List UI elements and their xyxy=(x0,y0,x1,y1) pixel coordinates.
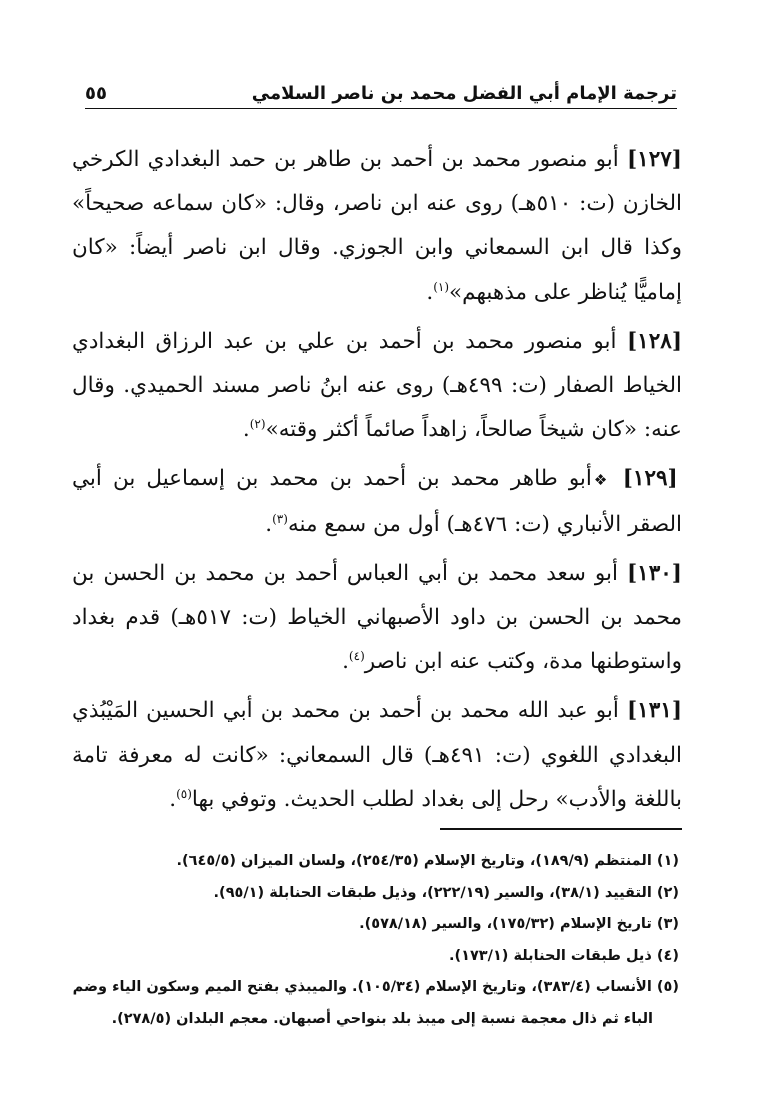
main-text xyxy=(72,138,682,827)
entry-number: [١٢٩] xyxy=(622,466,678,492)
footnote-5-continuation: الباء ثم ذال معجمة نسبة إلى ميبذ بلد بنواحي أصبهان. معجم البلدان (٢٧٨/٥). xyxy=(111,1010,653,1027)
entry-130 xyxy=(72,552,682,685)
entry-129 xyxy=(72,457,682,546)
entry-text: أبو طاهر محمد بن أحمد بن محمد بن إسماعيل بن أبي الصقر الأنباري (ت: ٤٧٦هـ) أول من سمع منه xyxy=(72,466,682,537)
entry-end: . xyxy=(426,279,434,305)
footnote-1: (١) المنتظم (١٨٩/٩)، وتاريخ الإسلام (٢٥٤/٣٥)، ولسان الميزان (٦٤٥/٥). xyxy=(176,853,679,869)
entry-number: [١٢٧] xyxy=(626,147,682,172)
footnote-2: (٢) التقييد (٣٨/١)، والسير (٢٢٢/١٩)، وذيل طبقات الحنابلة (٩٥/١). xyxy=(213,884,679,901)
footnotes xyxy=(70,846,679,1035)
entry-number: [١٣١] xyxy=(626,698,682,724)
entry-text: أبو منصور محمد بن أحمد بن علي بن عبد الرزاق البغدادي الخياط الصفار (ت: ٤٩٩هـ) روى عنه ابنُ ناصر مسند الحميدي. وقال عنه: «كان شيخاً صالحاً، زاهداً صائماً أكثر وقته» xyxy=(72,328,682,443)
entry-128 xyxy=(72,320,682,453)
entry-number: [١٣٠] xyxy=(626,560,682,586)
entry-end: . xyxy=(169,786,177,812)
footnote-5: (٥) الأنساب (٣٨٣/٤)، وتاريخ الإسلام (١٠٥/٣٤). والميبذي بفتح الميم وسكون الياء وضم xyxy=(72,979,679,995)
entry-127 xyxy=(72,138,682,315)
entry-text: أبو عبد الله محمد بن أحمد بن محمد بن أبي الحسين المَيْبُذي البغدادي اللغوي (ت: ٤٩١هـ) قال السمعاني: «كانت له معرفة تامة باللغة والأدب» رحل إلى بغداد لطلب الحديث. وتوفي بها xyxy=(72,698,682,812)
footnote-4: (٤) ذيل طبقات الحنابلة (١٧٣/١). xyxy=(448,947,679,964)
footnote-ref: (٣) xyxy=(272,511,288,526)
entry-text: أبو سعد محمد بن أبي العباس أحمد بن محمد بن الحسن بن محمد بن الحسن بن داود الأصبهاني الخياط (ت: ٥١٧هـ) قدم بغداد واستوطنها مدة، وكتب عنه ابن ناصر xyxy=(72,560,682,675)
entry-number: [١٢٨] xyxy=(626,328,683,354)
entry-end: . xyxy=(342,649,349,675)
footnote-ref: (١) xyxy=(433,279,450,294)
entry-end: . xyxy=(265,511,273,537)
page-number: ٥٥ xyxy=(85,83,107,104)
entry-131 xyxy=(72,689,682,822)
running-header xyxy=(85,70,677,109)
footnote-ref: (٤) xyxy=(348,649,365,664)
footnote-ref: (٢) xyxy=(249,417,266,432)
footnote-3: (٣) تاريخ الإسلام (١٧٥/٣٢)، والسير (٥٧٨/١٨). xyxy=(359,916,679,932)
footnote-separator xyxy=(440,828,682,830)
footnote-ref: (٥) xyxy=(176,786,192,801)
entry-text: أبو منصور محمد بن أحمد بن طاهر بن حمد البغدادي الكرخي الخازن (ت: ٥١٠هـ) روى عنه ابن ناصر، وقال: «كان سماعه صحيحاً» وكذا قال ابن السمعاني وابن الجوزي. وقال ابن ناصر أيضاً: «كان إماميًّا يُناظر على مذهبهم» xyxy=(72,147,682,305)
ornament-mark: ❖ xyxy=(593,471,612,490)
entry-end: . xyxy=(242,417,250,443)
header-title: ترجمة الإمام أبي الفضل محمد بن ناصر السلامي xyxy=(251,83,677,104)
